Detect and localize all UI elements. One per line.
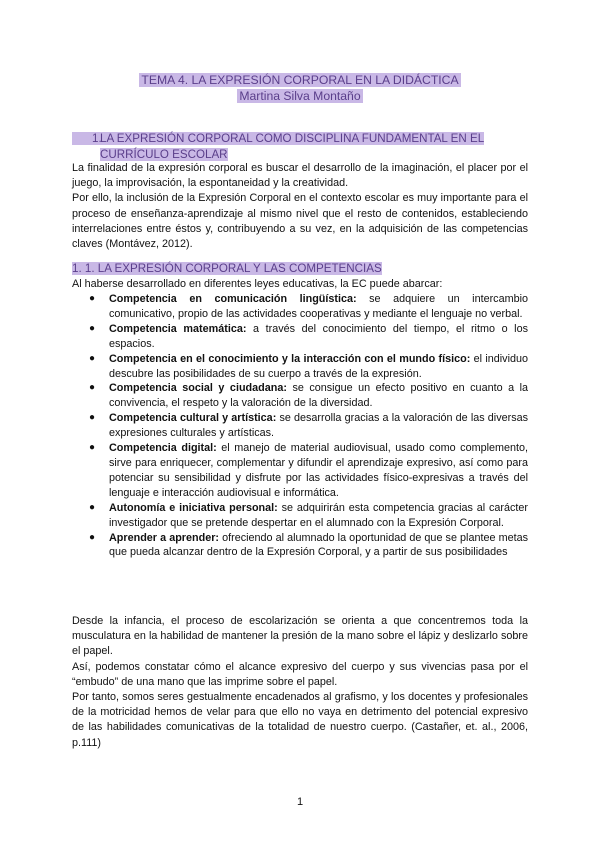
competency-text: se desarrolla gracias a la valoración de las diversas expresiones culturales y artísticas.: [109, 412, 528, 440]
bullet-icon: ●: [89, 501, 96, 513]
list-item: [72, 441, 528, 501]
competency-text: se adquiere un intercambio comunicativo, propio de las actividades cooperativas y mediante el lenguaje no verbal.: [109, 293, 528, 320]
section-1-number: 1.: [92, 132, 102, 145]
competency-text: el individuo descubre las posibilidades de su cuerpo a través de la expresión.: [109, 352, 528, 380]
competency-term: Competencia en el conocimiento y la interacción con el mundo físico:: [109, 352, 471, 365]
competency-term: Competencia digital:: [109, 442, 217, 455]
bullet-icon: ●: [89, 531, 96, 543]
document-title: TEMA 4. LA EXPRESIÓN CORPORAL EN LA DIDÁCTICA: [141, 73, 459, 87]
bullet-icon: ●: [89, 442, 96, 454]
list-item: [72, 322, 528, 352]
competency-text: se consigue un efecto positivo en cuanto a la convivencia, el respeto y la valoración de la diversidad.: [109, 382, 529, 410]
paragraph: Por ello, la inclusión de la Expresión Corporal en el contexto escolar es muy importante para el proceso de enseñanza-aprendizaje al mismo nivel que el resto de contenidos, estableciendo interrelaciones entre éstos y, contribuyendo a su vez, en la adquisición de las competencias claves (Montávez, 2012).: [72, 192, 528, 251]
competency-term: Aprender a aprender:: [109, 531, 220, 544]
paragraph: La finalidad de la expresión corporal es buscar el desarrollo de la imaginación, el placer por el juego, la improvisación, la espontaneidad y la creatividad.: [72, 162, 528, 190]
document-header: [0, 72, 600, 104]
paragraph: Así, podemos constatar cómo el alcance expresivo del cuerpo y sus vivencias pasa por el “embudo” de una mano que las imprime sobre el papel.: [72, 660, 528, 688]
closing-body: [72, 614, 528, 751]
competency-text: ofreciendo al alumnado la oportunidad de que se plantee metas que pueda alcanzar dentro de la Expresión Corporal, y a partir de sus posibilidades: [109, 531, 528, 559]
bullet-icon: ●: [89, 412, 96, 424]
page-number: 1: [296, 796, 304, 808]
bullet-icon: ●: [89, 382, 96, 394]
section-1-heading-line2: CURRÍCULO ESCOLAR: [100, 148, 228, 161]
competency-text: el manejo de material audiovisual, usado como complemento, sirve para enriquecer, complementar y difundir el aprendizaje expresivo, así como para potenciar su sensibilidad y disfrute por las actividades físico-expresivas a través del lenguaje e interacción audiovisual e informática.: [109, 442, 528, 499]
bullet-icon: ●: [89, 293, 96, 304]
paragraph: Desde la infancia, el proceso de escolarización se orienta a que concentremos toda la musculatura en la habilidad de mantener la presión de la mano sobre el lápiz y deslizarlo sobre el papel.: [72, 615, 528, 658]
competency-text: a través del conocimiento del tiempo, el ritmo o los espacios.: [109, 322, 528, 350]
document-author: Martina Silva Montaño: [239, 89, 361, 103]
section-1-body: [72, 161, 528, 252]
section-1-heading-line1: LA EXPRESIÓN CORPORAL COMO DISCIPLINA FUNDAMENTAL EN EL: [100, 132, 485, 145]
competency-term: Competencia cultural y artística:: [109, 412, 277, 425]
list-item: [72, 352, 528, 382]
section-1-heading: [72, 131, 528, 163]
list-item: [72, 292, 528, 322]
section-1-1-heading-text: 1. 1. LA EXPRESIÓN CORPORAL Y LAS COMPETENCIAS: [72, 262, 382, 275]
list-item: [72, 531, 528, 561]
list-item: [72, 411, 528, 441]
list-item: [72, 381, 528, 411]
competency-term: Competencia en comunicación lingüística:: [109, 293, 357, 305]
bullet-icon: ●: [89, 322, 96, 334]
bullet-icon: ●: [89, 352, 96, 364]
section-1-1-heading: [72, 261, 382, 277]
section-1-1-intro: [72, 277, 528, 292]
competency-term: Competencia matemática:: [109, 322, 247, 335]
paragraph: Al haberse desarrollado en diferentes leyes educativas, la EC puede abarcar:: [72, 278, 443, 290]
competency-term: Autonomía e iniciativa personal:: [109, 501, 278, 514]
competency-text: se adquirirán esta competencia gracias al carácter investigador que se pretende despertar en el alumnado con la Expresión Corporal.: [109, 501, 529, 529]
competency-term: Competencia social y ciudadana:: [109, 382, 287, 395]
competencies-list: [72, 292, 528, 560]
paragraph: Por tanto, somos seres gestualmente encadenados al grafismo, y los docentes y profesionales de la motricidad hemos de velar para que ello no vaya en detrimento del potencial expresivo de las habilidades comunicativas de la totalidad de nuestro cuerpo. (Castañer, et. al., 2006, p.111): [72, 691, 528, 749]
list-item: [72, 501, 528, 531]
